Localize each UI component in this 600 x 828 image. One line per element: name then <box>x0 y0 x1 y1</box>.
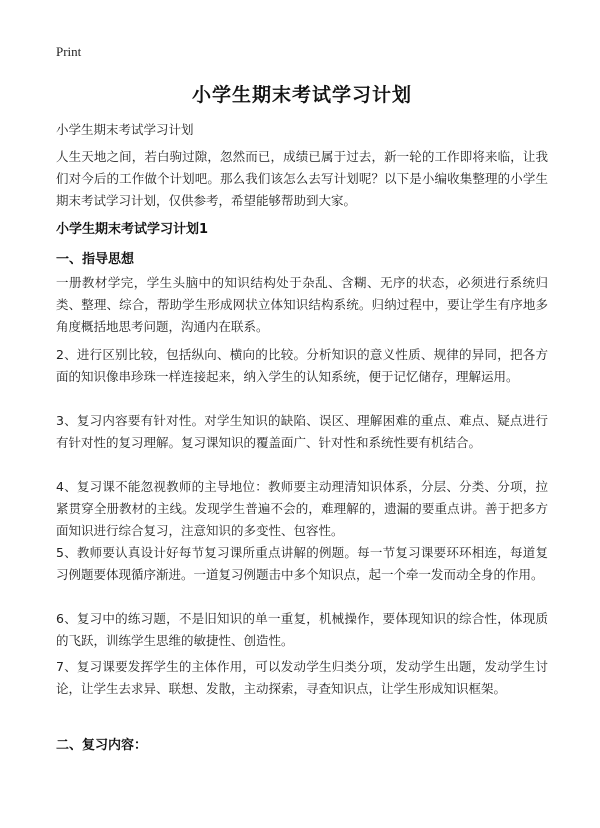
section-heading-review-content: 二、复习内容： <box>56 738 148 753</box>
document-subtitle: 小学生期末考试学习计划 <box>56 122 194 137</box>
paragraph-4: 4、复习课不能忽视教师的主导地位：教师要主动理清知识体系，分层、分类、分项，拉紧贯穿全册教材的主线。发现学生普遍不会的，难理解的，遗漏的要重点讲。善于把多方面知识进行综合复习，注意知识的多变性、包容性。 <box>56 479 548 538</box>
intro-paragraph: 人生天地之间，若白驹过隙，忽然而已，成绩已属于过去，新一轮的工作即将来临，让我们对今后的工作做个计划吧。那么我们该怎么去写计划呢？以下是小编收集整理的小学生期末考试学习计划，仅供参考，希望能够帮助到大家。 <box>56 149 548 208</box>
plan-heading: 小学生期末考试学习计划1 <box>56 222 209 237</box>
paragraph-5: 5、教师要认真设计好每节复习课所重点讲解的例题。每一节复习课要环环相连，每道复习例题要体现循序渐进。一道复习例题击中多个知识点，起一个牵一发而动全身的作用。 <box>56 545 548 582</box>
document-title: 小学生期末考试学习计划 <box>191 84 412 106</box>
paragraph-3: 3、复习内容要有针对性。对学生知识的缺陷、误区、理解困难的重点、难点、疑点进行有针对性的复习理解。复习课知识的覆盖面广、针对性和系统性要有机结合。 <box>56 413 548 450</box>
paragraph-7: 7、复习课要发挥学生的主体作用，可以发动学生归类分项，发动学生出题，发动学生讨论，让学生去求异、联想、发散，主动探索，寻查知识点，让学生形成知识框架。 <box>56 659 548 696</box>
print-link[interactable]: Print <box>56 44 82 59</box>
section-heading-guiding-ideas: 一、指导思想 <box>56 252 135 267</box>
paragraph-1: 一册教材学完，学生头脑中的知识结构处于杂乱、含糊、无序的状态，必须进行系统归类、整理、综合，帮助学生形成网状立体知识结构系统。归纳过程中，要让学生有序地多角度概括地思考问题，沟通内在联系。 <box>56 275 548 334</box>
paragraph-6: 6、复习中的练习题，不是旧知识的单一重复，机械操作，要体现知识的综合性，体现质的飞跃，训练学生思维的敏捷性、创造性。 <box>56 611 548 648</box>
paragraph-2: 2、进行区别比较，包括纵向、横向的比较。分析知识的意义性质、规律的异同，把各方面的知识像串珍珠一样连接起来，纳入学生的认知系统，便于记忆储存，理解运用。 <box>56 347 548 384</box>
